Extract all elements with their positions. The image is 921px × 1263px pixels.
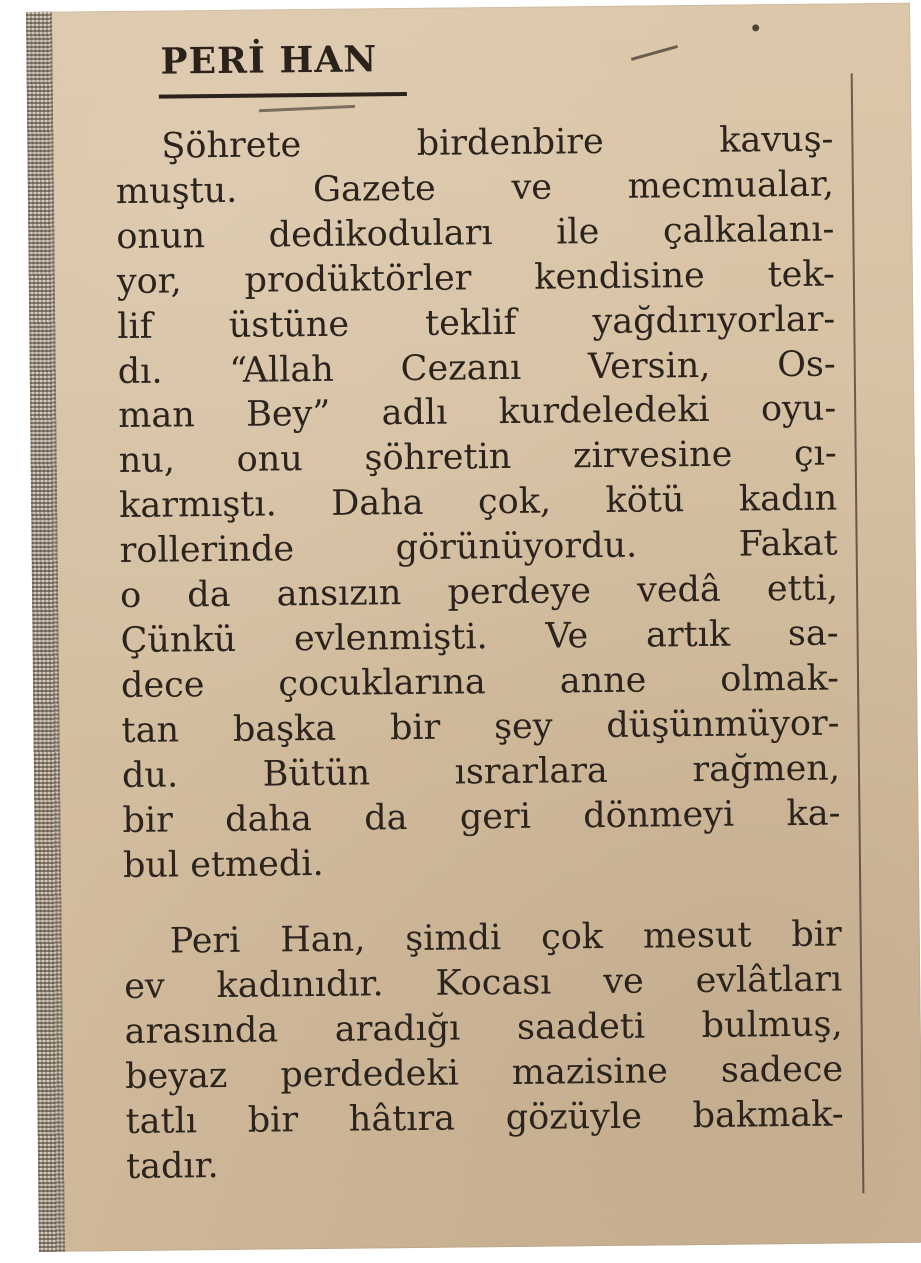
article-line: Peri Han, şimdi çok mesut bir (169, 914, 842, 962)
article-line: tan başka bir şey düşünmüyor- (121, 703, 840, 751)
article-line: dece çocuklarına anne olmak- (120, 658, 840, 706)
article-line: ev kadınıdır. Kocası ve evlâtları (124, 959, 843, 1008)
article-line: man Bey” adlı kurdeledeki oyu- (118, 388, 837, 437)
headline-underline (159, 92, 407, 99)
article-line: bir daha da geri dönmeyi ka- (122, 793, 841, 841)
article-line: rollerinde görünüyordu. Fakat (119, 523, 838, 572)
newspaper-clipping (26, 3, 921, 1252)
article-headline: PERİ HAN (160, 38, 378, 83)
article-line: o da ansızın perdeye vedâ etti, (119, 568, 839, 617)
article-line: arasında aradığı saadeti bulmuş, (124, 1004, 843, 1053)
article-line: onun dedikoduları ile çalkalanı- (116, 209, 835, 257)
article-line: beyaz perdedeki mazisine sadece (124, 1049, 844, 1098)
ink-mark (631, 45, 678, 61)
article-line: lif üstüne teklif yağdırıyorlar- (117, 299, 836, 347)
article-line: Çünkü evlenmişti. Ve artık sa- (120, 613, 839, 662)
article-line: tadır. (125, 1145, 219, 1187)
article-line: bul etmedi. (122, 843, 324, 886)
article-line: du. Bütün ısrarlara rağmen, (121, 748, 841, 796)
article-line: yor, prodüktörler kendisine tek- (116, 254, 836, 302)
perforated-edge (26, 12, 65, 1252)
article-line: Şöhrete birdenbire kavuş- (161, 119, 834, 167)
article-body (115, 118, 844, 1190)
ink-dot (752, 24, 759, 31)
article-line: nu, onu şöhretin zirvesine çı- (118, 433, 837, 482)
column-rule (851, 73, 865, 1193)
article-line: karmıştı. Daha çok, kötü kadın (118, 478, 838, 527)
article-line: dı. “Allah Cezanı Versin, Os- (117, 344, 836, 392)
headline-dash (259, 105, 355, 112)
article-line: muştu. Gazete ve mecmualar, (115, 164, 835, 212)
article-line: tatlı bir hâtıra gözüyle bakmak- (125, 1094, 844, 1143)
